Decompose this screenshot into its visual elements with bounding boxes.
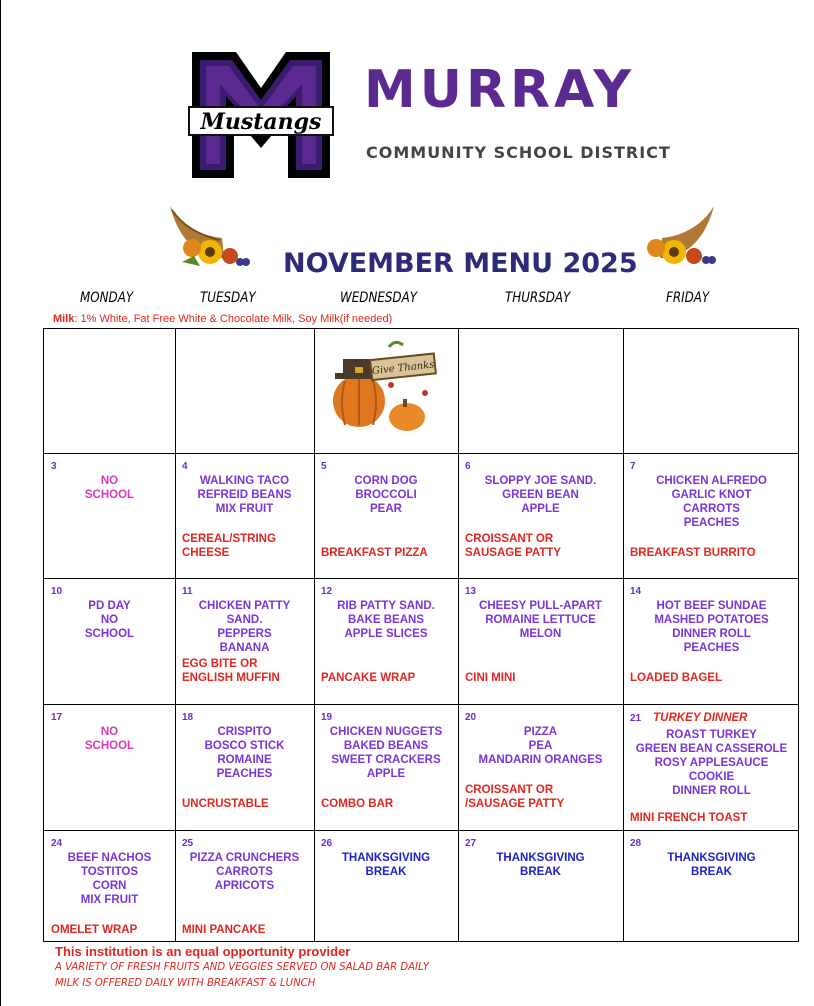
lunch-item: PEACHES <box>683 642 740 654</box>
lunch-item: MASHED POTATOES <box>654 614 769 626</box>
lunch-item: THANKSGIVING <box>496 852 585 864</box>
district-name: MURRAY <box>364 60 635 120</box>
lunch-items <box>44 474 175 502</box>
day-number: 13 <box>465 586 477 597</box>
day-thursday: THURSDAY <box>505 290 571 306</box>
menu-day-cell <box>458 578 623 704</box>
day-monday: MONDAY <box>80 290 134 306</box>
day-friday: FRIDAY <box>666 290 710 306</box>
menu-title: NOVEMBER MENU 2025 <box>283 248 638 279</box>
breakfast-line: MINI FRENCH TOAST <box>630 812 748 824</box>
breakfast-line: MINI PANCAKE <box>182 924 266 936</box>
lunch-item: PD DAY <box>88 600 131 612</box>
breakfast-line: CROISSANT OR <box>465 784 554 796</box>
lunch-item: CHEESY PULL-APART <box>479 600 602 612</box>
breakfast-item <box>630 671 722 685</box>
menu-day-cell <box>623 830 800 943</box>
mustangs-logo <box>188 48 334 182</box>
lunch-item: CORN DOG <box>354 475 418 487</box>
lunch-item: SWEET CRACKERS <box>331 754 441 766</box>
lunch-items <box>44 851 175 907</box>
day-number: 20 <box>465 712 477 723</box>
pumpkin-sign-text: Give Thanks <box>371 359 435 378</box>
lunch-item: NO <box>100 726 119 738</box>
breakfast-line: CHEESE <box>182 547 230 559</box>
lunch-item: THANKSGIVING <box>667 852 756 864</box>
breakfast-line: /SAUSAGE PATTY <box>465 798 565 810</box>
breakfast-line: OMELET WRAP <box>51 924 138 936</box>
lunch-item: GREEN BEAN CASSEROLE <box>635 743 788 755</box>
day-number: 19 <box>321 712 333 723</box>
lunch-item: CHICKEN PATTY <box>198 600 291 612</box>
lunch-item: MIX FRUIT <box>80 894 139 906</box>
menu-day-cell <box>175 453 314 578</box>
lunch-item: CORN <box>92 880 127 892</box>
menu-day-cell <box>314 578 458 704</box>
day-number: 4 <box>182 461 188 472</box>
menu-day-cell <box>623 704 800 830</box>
page-left-border <box>0 0 1 1006</box>
breakfast-line: BREAKFAST BURRITO <box>630 547 756 559</box>
lunch-item: CARROTS <box>683 503 740 515</box>
lunch-item: PIZZA <box>523 726 558 738</box>
breakfast-line: LOADED BAGEL <box>630 672 722 684</box>
day-number: 7 <box>630 461 636 472</box>
logo-text: Mustangs <box>200 109 322 135</box>
lunch-items <box>44 725 175 753</box>
lunch-item: WALKING TACO <box>199 475 290 487</box>
lunch-item: GREEN BEAN <box>502 489 579 501</box>
menu-day-cell <box>175 578 314 704</box>
day-number: 14 <box>630 586 642 597</box>
lunch-item: MANDARIN ORANGES <box>478 754 603 766</box>
lunch-item: BANANA <box>219 642 270 654</box>
menu-day-cell <box>458 453 623 578</box>
menu-day-cell <box>175 704 314 830</box>
menu-day-cell <box>44 704 175 830</box>
special-meal-label: TURKEY DINNER <box>653 712 748 724</box>
breakfast-item <box>321 797 393 811</box>
menu-calendar <box>43 328 799 942</box>
breakfast-item <box>182 797 269 811</box>
milk-label: Milk <box>53 313 75 325</box>
menu-day-cell <box>314 830 458 943</box>
weekday-header <box>0 290 814 310</box>
lunch-item: BREAK <box>691 866 732 878</box>
lunch-item: BREAK <box>365 866 407 878</box>
breakfast-line: CROISSANT OR <box>465 533 554 545</box>
breakfast-item <box>182 657 280 685</box>
lunch-item: SAND. <box>226 614 263 626</box>
day-number: 11 <box>182 586 193 597</box>
lunch-item: CHICKEN ALFREDO <box>656 475 767 487</box>
lunch-items <box>175 725 314 781</box>
breakfast-line: ENGLISH MUFFIN <box>182 672 280 684</box>
milk-note <box>53 313 392 325</box>
day-number: 26 <box>321 838 333 849</box>
pumpkin-give-thanks-image <box>329 337 441 433</box>
day-number: 12 <box>321 586 333 597</box>
lunch-item: SCHOOL <box>84 740 135 752</box>
lunch-item: PIZZA CRUNCHERS <box>189 852 300 864</box>
district-subtitle: COMMUNITY SCHOOL DISTRICT <box>366 143 671 162</box>
lunch-item: ROSY APPLESAUCE <box>654 757 769 769</box>
breakfast-line: COMBO BAR <box>321 798 394 810</box>
breakfast-line: BREAKFAST PIZZA <box>321 547 428 559</box>
lunch-item: NO <box>100 614 119 626</box>
lunch-items <box>458 725 623 767</box>
lunch-item: CRISPITO <box>217 726 272 738</box>
lunch-item: COOKIE <box>688 771 735 783</box>
lunch-item: BREAK <box>520 866 561 878</box>
lunch-item: THANKSGIVING <box>341 852 431 864</box>
menu-day-cell <box>623 578 800 704</box>
menu-day-cell <box>44 453 175 578</box>
lunch-item: SLOPPY JOE SAND. <box>484 475 597 487</box>
day-wednesday: WEDNESDAY <box>340 290 418 306</box>
lunch-item: SCHOOL <box>84 628 135 640</box>
milk-offered-note: MILK IS OFFERED DAILY WITH BREAKFAST & LUNCH <box>55 976 316 989</box>
breakfast-item <box>465 532 561 560</box>
lunch-item: DINNER ROLL <box>672 785 751 797</box>
day-number: 27 <box>465 838 477 849</box>
lunch-items <box>175 851 314 893</box>
lunch-item: HOT BEEF SUNDAE <box>656 600 767 612</box>
day-number: 18 <box>182 712 194 723</box>
day-number: 28 <box>630 838 642 849</box>
lunch-item: BAKE BEANS <box>347 614 425 626</box>
breakfast-line: EGG BITE OR <box>182 658 258 670</box>
menu-day-cell <box>314 704 458 830</box>
menu-day-cell <box>44 578 175 704</box>
lunch-item: APPLE <box>366 768 406 780</box>
lunch-item: PEACHES <box>683 517 740 529</box>
breakfast-line: SAUSAGE PATTY <box>465 547 562 559</box>
lunch-item: NO <box>100 475 119 487</box>
salad-bar-note: A VARIETY OF FRESH FRUITS AND VEGGIES SERVED ON SALAD BAR DAILY <box>55 960 429 973</box>
lunch-item: ROMAINE <box>217 754 272 766</box>
breakfast-item <box>321 671 415 685</box>
lunch-item: BAKED BEANS <box>343 740 429 752</box>
breakfast-item <box>321 546 428 560</box>
lunch-items <box>623 715 800 798</box>
day-number: 5 <box>321 461 327 472</box>
menu-day-cell <box>623 453 800 578</box>
lunch-items <box>314 851 458 879</box>
lunch-item: GARLIC KNOT <box>671 489 752 501</box>
lunch-items <box>458 599 623 641</box>
lunch-item: CARROTS <box>216 866 273 878</box>
breakfast-item <box>630 811 747 825</box>
lunch-items <box>623 474 800 530</box>
lunch-items <box>175 474 314 516</box>
breakfast-item <box>465 783 564 811</box>
lunch-item: SCHOOL <box>84 489 135 501</box>
breakfast-line: CEREAL/STRING <box>182 533 276 545</box>
cornucopia-left-image <box>162 196 252 276</box>
breakfast-item <box>51 923 137 937</box>
equal-opportunity-note: This institution is an equal opportunity provider <box>55 944 351 959</box>
day-tuesday: TUESDAY <box>200 290 256 306</box>
day-number: 21 <box>630 713 642 724</box>
lunch-items <box>314 474 458 516</box>
cornucopia-right-image <box>632 196 722 276</box>
day-number: 24 <box>51 838 63 849</box>
lunch-item: ROMAINE LETTUCE <box>485 614 596 626</box>
day-number: 25 <box>182 838 194 849</box>
lunch-item: RIB PATTY SAND. <box>337 600 435 612</box>
day-number: 3 <box>51 461 57 472</box>
lunch-items <box>458 851 623 879</box>
lunch-items <box>623 851 800 879</box>
lunch-item: APPLE SLICES <box>344 628 428 640</box>
lunch-item: APRICOTS <box>214 880 275 892</box>
lunch-item: PEAR <box>370 503 402 515</box>
lunch-item: APPLE <box>521 503 560 515</box>
lunch-items <box>314 725 458 781</box>
day-number: 10 <box>51 586 63 597</box>
lunch-item: REFREID BEANS <box>197 489 292 501</box>
footer-notes <box>55 944 461 991</box>
breakfast-item <box>182 923 265 937</box>
lunch-item: PEPPERS <box>217 628 272 640</box>
lunch-item: DINNER ROLL <box>672 628 751 640</box>
breakfast-line: PANCAKE WRAP <box>321 672 416 684</box>
breakfast-item <box>630 546 756 560</box>
day-number: 6 <box>465 461 471 472</box>
lunch-item: CHICKEN NUGGETS <box>329 726 443 738</box>
menu-day-cell <box>314 453 458 578</box>
lunch-item: ROAST TURKEY <box>666 729 757 741</box>
lunch-items <box>175 599 314 655</box>
lunch-item: MIX FRUIT <box>215 503 274 515</box>
lunch-items <box>314 599 458 641</box>
lunch-item: TOSTITOS <box>80 866 139 878</box>
menu-day-cell <box>458 830 623 943</box>
menu-day-cell <box>175 830 314 943</box>
menu-day-cell <box>458 704 623 830</box>
menu-day-cell <box>44 830 175 943</box>
breakfast-item <box>465 671 515 685</box>
breakfast-item <box>182 532 276 560</box>
lunch-item: BOSCO STICK <box>204 740 285 752</box>
lunch-items <box>623 599 800 655</box>
day-number: 17 <box>51 712 63 723</box>
breakfast-line: CINI MINI <box>465 672 516 684</box>
milk-text: : 1% White, Fat Free White & Chocolate Milk, Soy Milk(if needed) <box>74 313 393 325</box>
lunch-item: PEACHES <box>216 768 273 780</box>
lunch-item: BEEF NACHOS <box>67 852 152 864</box>
lunch-item: BROCCOLI <box>355 489 417 501</box>
lunch-item: PEA <box>528 740 553 752</box>
lunch-items <box>458 474 623 516</box>
breakfast-line: UNCRUSTABLE <box>182 798 269 810</box>
lunch-item: MELON <box>519 628 562 640</box>
lunch-items <box>44 599 175 641</box>
